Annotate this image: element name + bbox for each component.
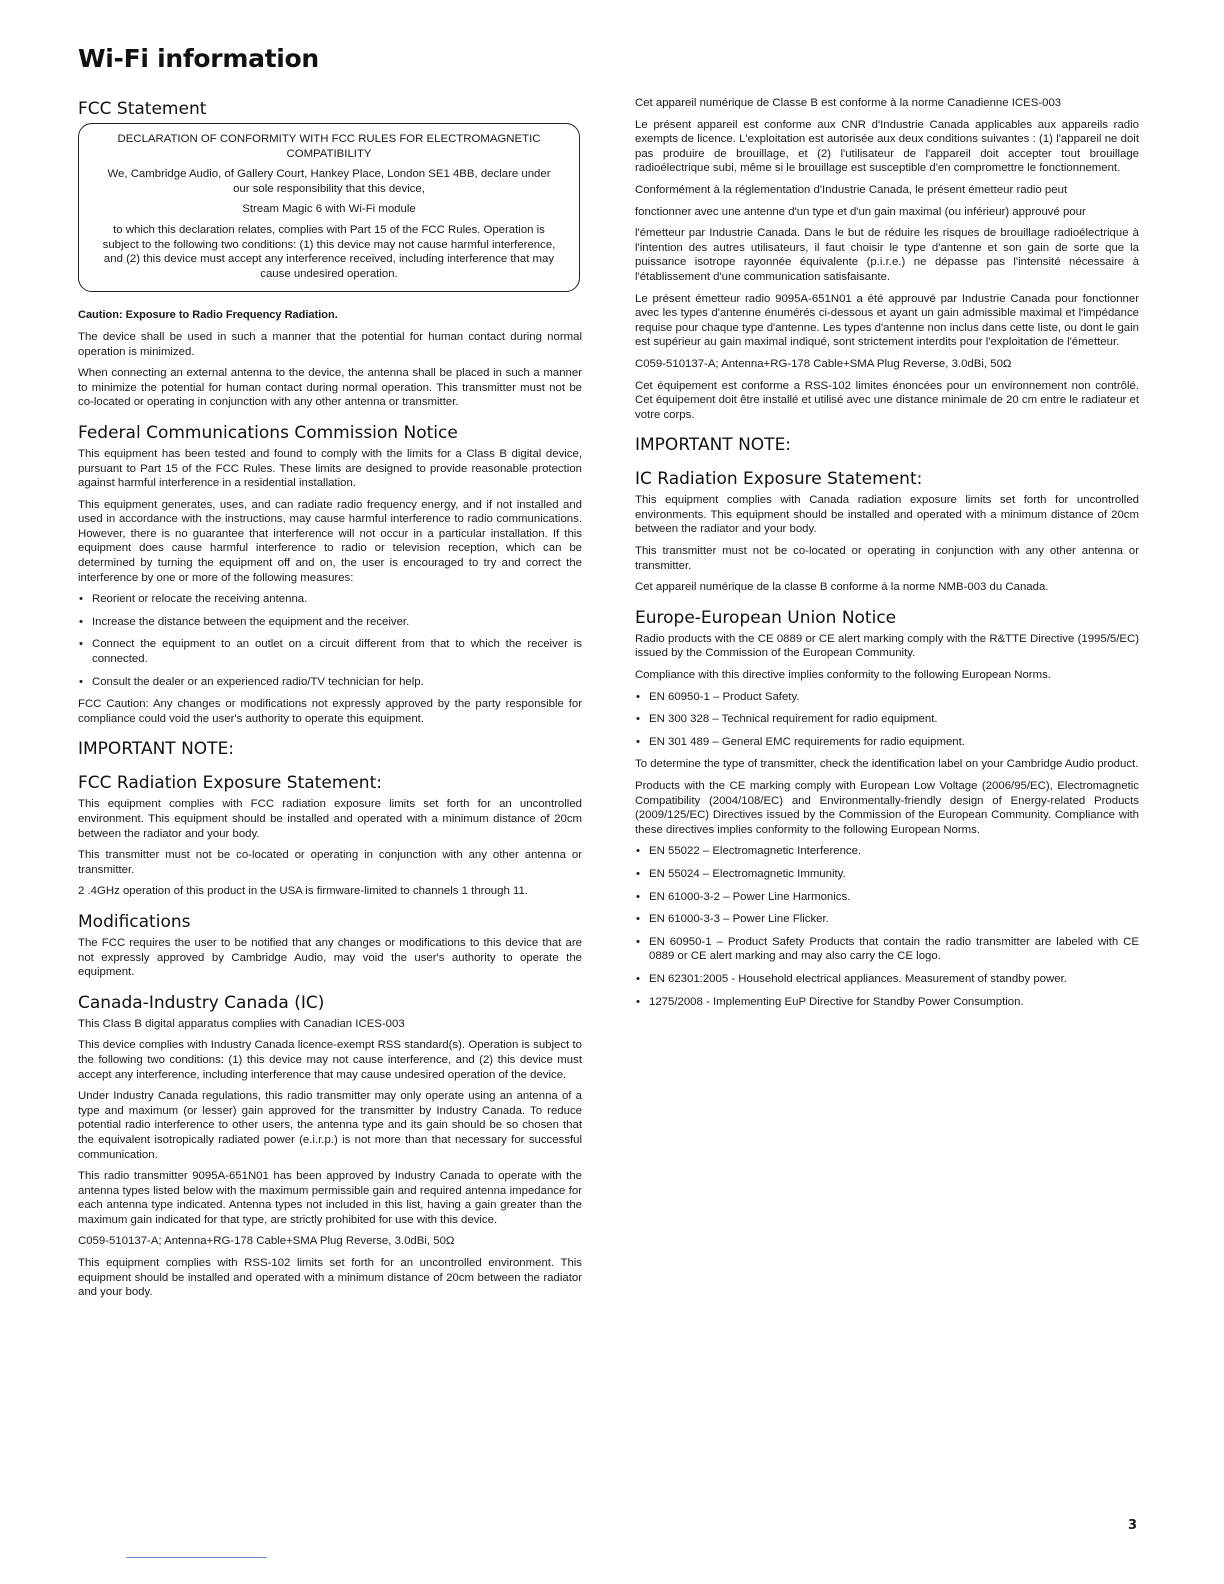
paragraph: Compliance with this directive implies conformity to the following European Norms.: [635, 669, 1051, 682]
paragraph: When connecting an external antenna to the device, the antenna shall be placed in such a manner to minimize the potential for human contact during normal operation. This transmitter must not be co-located or operating in conjunction with any other antenna or transmitter.: [78, 367, 582, 409]
page-number: 3: [1128, 1518, 1138, 1533]
fcc-notice-heading: Federal Communications Commission Notice: [78, 422, 458, 443]
paragraph: This equipment generates, uses, and can radiate radio frequency energy, and if not installed and used in accordance with the instructions, may cause harmful interference to radio communications. However, there is no guarantee that interference will not occur in a particular installation. If this equipment does cause harmful interference to radio or television reception, which can be determined by turning the equipment off and on, the user is encouraged to try and correct the interference by one or more of the following measures:: [78, 498, 582, 584]
declaration-text: to which this declaration relates, complies with Part 15 of the FCC Rules. Operation is subject to the following two conditions: (1) this device may not cause harmful interference, and (2) this device must accept any interference received, including interference that may cause undesired operation.: [102, 223, 556, 280]
paragraph: Conformément à la réglementation d'Industrie Canada, le présent émetteur radio peut: [635, 183, 1068, 196]
declaration-title: DECLARATION OF CONFORMITY WITH FCC RULES FOR ELECTROMAGNETIC COMPATIBILITY: [117, 133, 541, 160]
paragraph: This transmitter must not be co-located or operating in conjunction with any other antenna or transmitter.: [635, 545, 1139, 572]
paragraph: Cet appareil numérique de Classe B est conforme à la norme Canadienne ICES-003: [635, 97, 1062, 109]
list-item: • EN 300 328 – Technical requirement for radio equipment.: [635, 712, 1139, 727]
paragraph: Radio products with the CE 0889 or CE alert marking comply with the R&TTE Directive (1995/5/EC) issued by the Commission of the European Community.: [635, 632, 1139, 660]
paragraph: The FCC requires the user to be notified that any changes or modifications to this device that are not expressly approved by Cambridge Audio, may void the user's authority to operate the equipment.: [78, 936, 582, 979]
declaration-box: [78, 123, 580, 292]
footer-divider: [126, 1557, 267, 1558]
fcc-caution: FCC Caution: Any changes or modifications not expressly approved by the party responsible for compliance could void the user's authority to operate this equipment.: [78, 698, 582, 725]
paragraph: The device shall be used in such a manner that the potential for human contact during normal operation is minimized.: [78, 330, 582, 358]
declaration-text: We, Cambridge Audio, of Gallery Court, Hankey Place, London SE1 4BB, declare under our sole responsibility that this device,: [107, 168, 551, 195]
european-norms-list-2: [635, 844, 1139, 1009]
important-note-heading: IMPORTANT NOTE:: [635, 435, 792, 456]
fcc-radiation-heading: FCC Radiation Exposure Statement:: [78, 773, 382, 794]
paragraph: 2 .4GHz operation of this product in the USA is firmware-limited to channels 1 through 11.: [78, 885, 528, 898]
list-item: • EN 55024 – Electromagnetic Immunity.: [635, 867, 1139, 882]
paragraph: This equipment complies with Canada radiation exposure limits set forth for uncontrolled environments. This equipment should be installed and operated with a minimum distance of 20cm between the radiator and your body.: [635, 494, 1139, 536]
paragraph: Cet appareil numérique de la classe B conforme á la norme NMB-003 du Canada.: [635, 581, 1049, 594]
paragraph: l'émetteur par Industrie Canada. Dans le but de réduire les risques de brouillage radioélectrique à l'intention des autres utilisateurs, il faut choisir le type d'antenne et son gain de sorte que la puissance isotrope rayonnée équivalente (p.i.r.e.) ne dépasse pas l'intensité nécessaire à l'établissement d'une communication satisfaisante.: [635, 227, 1139, 283]
list-item: • EN 55022 – Electromagnetic Interference.: [635, 844, 1139, 859]
fcc-statement-heading: FCC Statement: [78, 99, 207, 119]
paragraph: This radio transmitter 9095A-651N01 has been approved by Industry Canada to operate with the antenna types listed below with the maximum permissible gain and required antenna impedance for each antenna type indicated. Antenna types not included in this list, having a gain greater than the maximum gain indicated for that type, are strictly prohibited for use with this device.: [78, 1170, 582, 1226]
paragraph: Cet équipement est conforme a RSS-102 limites énoncées pour un environnement non contrôlé. Cet équipement doit être installé et utilisé avec une distance minimale de 20 cm entre le radiateur et votre corps.: [635, 379, 1139, 421]
paragraph: This transmitter must not be co-located or operating in conjunction with any other antenna or transmitter.: [78, 849, 582, 876]
list-item: • EN 61000-3-3 – Power Line Flicker.: [635, 912, 1139, 927]
right-column: [635, 96, 1139, 1017]
european-norms-list: [635, 690, 1139, 750]
paragraph: Le présent émetteur radio 9095A-651N01 a été approuvé par Industrie Canada pour fonctionner avec les types d'antenne énumérés ci-dessous et ayant un gain admissible maximal et l'impédance requise pour chaque type d'antenne. Les types d'antenne non inclus dans cette liste, ou dont le gain est supérieur au gain maximal indiqué, sont strictement interdits pour l'exploitation de l'émetteur.: [635, 292, 1139, 349]
antenna-spec: C059-510137-A; Antenna+RG-178 Cable+SMA Plug Reverse, 3.0dBi, 50Ω: [78, 1235, 455, 1248]
list-item: • Consult the dealer or an experienced radio/TV technician for help.: [78, 675, 582, 690]
list-item: • EN 62301:2005 - Household electrical appliances. Measurement of standby power.: [635, 972, 1139, 987]
list-item: • Reorient or relocate the receiving antenna.: [78, 592, 582, 607]
paragraph: This device complies with Industry Canada licence-exempt RSS standard(s). Operation is subject to the following two conditions: (1) this device may not cause interference, and (2) this device must accept any interference, including interference that may cause undesired operation of the device.: [78, 1039, 582, 1081]
paragraph: This equipment complies with RSS-102 limits set forth for an uncontrolled environment. This equipment should be installed and operated with a minimum distance of 20cm between the radiator and your body.: [78, 1257, 582, 1299]
fcc-measures-list: [78, 592, 582, 689]
modifications-heading: Modifications: [78, 911, 191, 932]
list-item: • EN 60950-1 – Product Safety.: [635, 690, 1139, 705]
left-column: [78, 98, 582, 1307]
canada-heading: Canada-Industry Canada (IC): [78, 992, 325, 1013]
paragraph: To determine the type of transmitter, check the identification label on your Cambridge Audio product.: [635, 758, 1139, 771]
antenna-spec: C059-510137-A; Antenna+RG-178 Cable+SMA Plug Reverse, 3.0dBi, 50Ω: [635, 357, 1012, 370]
paragraph: Products with the CE marking comply with European Low Voltage (2006/95/EC), Electromagnetic Compatibility (2004/108/EC) and Environmentally-friendly design of Energy-related Products (2009/125/EC) Directives issued by the Commission of the European Community. Compliance with these directives implies conformity to the following European Norms.: [635, 780, 1139, 836]
paragraph: This Class B digital apparatus complies with Canadian ICES-003: [78, 1017, 405, 1030]
declaration-product: Stream Magic 6 with Wi-Fi module: [242, 203, 416, 216]
list-item: • EN 301 489 – General EMC requirements for radio equipment.: [635, 735, 1139, 750]
important-note-heading: IMPORTANT NOTE:: [78, 739, 235, 760]
ic-radiation-heading: IC Radiation Exposure Statement:: [635, 469, 923, 490]
paragraph: This equipment has been tested and found to comply with the limits for a Class B digital device, pursuant to Part 15 of the FCC Rules. These limits are designed to provide reasonable protection against harmful interference in a residential installation.: [78, 447, 582, 490]
paragraph: Under Industry Canada regulations, this radio transmitter may only operate using an antenna of a type and maximum (or lesser) gain approved for the transmitter by Industry Canada. To reduce potential radio interference to other users, the antenna type and its gain should be so chosen that the equivalent isotropically radiated power (e.i.r.p.) is not more than that necessary for successful communication.: [78, 1090, 582, 1161]
paragraph: Le présent appareil est conforme aux CNR d'Industrie Canada applicables aux appareils radio exempts de licence. L'exploitation est autorisée aux deux conditions suivantes : (1) l'appareil ne doit pas produire de brouillage, et (2) l'utilisateur de l'appareil doit accepter tout brouillage radioélectrique subi, même si le brouillage est susceptible d'en compromettre le fonctionnement.: [635, 118, 1139, 175]
list-item: • 1275/2008 - Implementing EuP Directive for Standby Power Consumption.: [635, 995, 1139, 1010]
list-item: • Connect the equipment to an outlet on a circuit different from that to which the receiver is connected.: [78, 637, 582, 666]
page-title: Wi-Fi information: [78, 44, 319, 73]
list-item: • EN 60950-1 – Product Safety Products that contain the radio transmitter are labeled with CE 0889 or CE alert marking and may also carry the CE logo.: [635, 935, 1139, 964]
caution-title: Caution: Exposure to Radio Frequency Radiation.: [78, 309, 338, 322]
list-item: • Increase the distance between the equipment and the receiver.: [78, 615, 582, 630]
paragraph: This equipment complies with FCC radiation exposure limits set forth for an uncontrolled environment. This equipment should be installed and operated with a minimum distance of 20cm between the radiator and your body.: [78, 798, 582, 840]
europe-heading: Europe-European Union Notice: [635, 607, 897, 628]
paragraph: fonctionner avec une antenne d'un type et d'un gain maximal (ou inférieur) approuvé pour: [635, 205, 1086, 218]
list-item: • EN 61000-3-2 – Power Line Harmonics.: [635, 890, 1139, 905]
